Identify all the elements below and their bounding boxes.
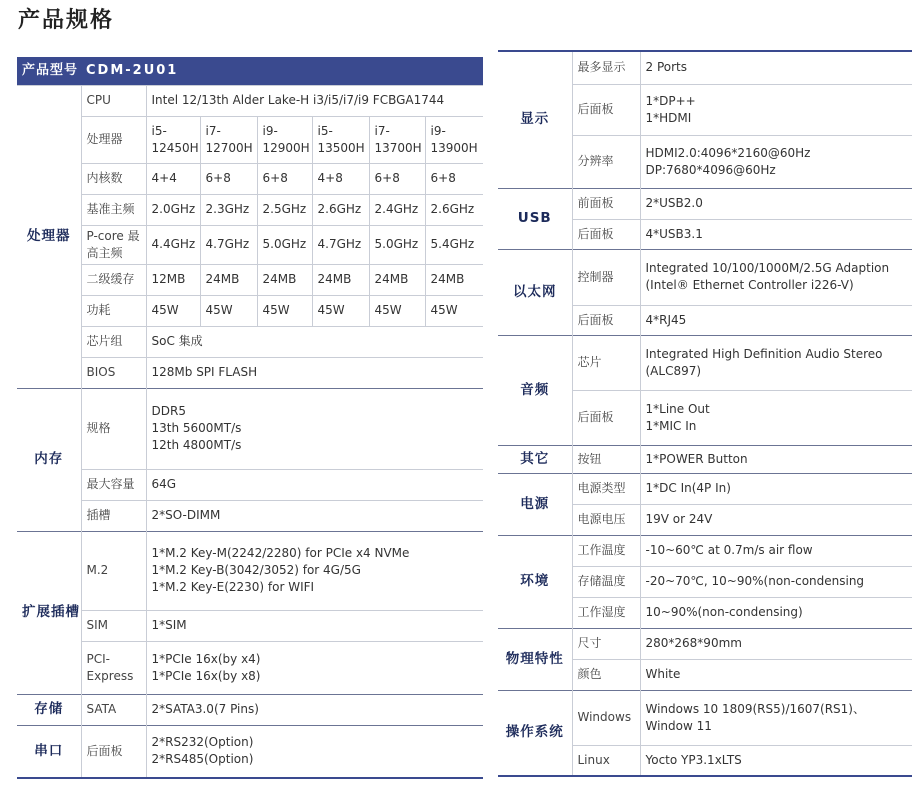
row-value: 64G	[146, 469, 483, 500]
row-value: 10~90%(non-condensing)	[640, 597, 912, 628]
table-row	[17, 725, 483, 778]
value-line: 1*M.2 Key-M(2242/2280) for PCIe x4 NVMe	[151, 546, 410, 560]
table-row	[17, 326, 483, 357]
row-value: 2*USB2.0	[640, 188, 912, 219]
model-label: 产品型号	[17, 57, 81, 85]
value-line: 12th 4800MT/s	[151, 438, 242, 452]
table-row	[17, 225, 483, 264]
row-label: 后面板	[572, 219, 640, 249]
page-title: 产品规格	[18, 8, 115, 33]
row-value	[146, 725, 483, 778]
row-label: 前面板	[572, 188, 640, 219]
row-value: 2*SO-DIMM	[146, 500, 483, 531]
row-label: 电源类型	[572, 473, 640, 504]
table-row	[17, 610, 483, 641]
cell: 4+8	[312, 163, 369, 194]
row-label: 后面板	[572, 305, 640, 335]
table-row	[17, 163, 483, 194]
value-line: Integrated 10/100/1000M/2.5G Adaption	[645, 261, 890, 275]
group-power: 电源	[498, 473, 572, 535]
cell: 2.0GHz	[146, 194, 200, 225]
row-value: 1*DC In(4P In)	[640, 473, 912, 504]
row-value: White	[640, 659, 912, 690]
table-row	[17, 85, 483, 116]
value-line: 1*HDMI	[645, 110, 692, 125]
cell: 6+8	[369, 163, 425, 194]
cpu-model-cell: i9-13900H	[425, 116, 483, 163]
cell: 45W	[146, 295, 200, 326]
table-row	[17, 531, 483, 610]
cell: 2.3GHz	[200, 194, 257, 225]
row-value: Intel 12/13th Alder Lake-H i3/i5/i7/i9 FCBGA1744	[146, 85, 483, 116]
row-value: SoC 集成	[146, 326, 483, 357]
cpu-model-cell: i7-12700H	[200, 116, 257, 163]
group-os: 操作系统	[498, 690, 572, 776]
cell: 4.7GHz	[200, 225, 257, 264]
row-label: 二级缓存	[81, 264, 146, 295]
spec-table-right	[498, 50, 912, 777]
cell: 5.0GHz	[257, 225, 312, 264]
cell: 2.5GHz	[257, 194, 312, 225]
row-label: 后面板	[81, 725, 146, 778]
value-line: Window 11	[645, 718, 712, 733]
row-value: Yocto YP3.1xLTS	[640, 745, 912, 776]
row-label: SIM	[81, 610, 146, 641]
cell: 24MB	[200, 264, 257, 295]
table-row	[498, 51, 912, 84]
value-line: 1*M.2 Key-B(3042/3052) for 4G/5G	[151, 563, 361, 577]
row-label: 内核数	[81, 163, 146, 194]
row-label: 芯片组	[81, 326, 146, 357]
cpu-model-cell: i7-13700H	[369, 116, 425, 163]
cell: 45W	[200, 295, 257, 326]
row-value	[146, 641, 483, 694]
group-usb: USB	[498, 188, 572, 249]
table-row	[17, 694, 483, 725]
table-row	[498, 188, 912, 219]
cell: 24MB	[257, 264, 312, 295]
row-value	[640, 390, 912, 445]
group-audio: 音频	[498, 335, 572, 445]
model-header-row	[17, 57, 483, 85]
table-row	[17, 264, 483, 295]
cell: 24MB	[369, 264, 425, 295]
cell: 5.4GHz	[425, 225, 483, 264]
row-label: M.2	[81, 531, 146, 610]
row-label: BIOS	[81, 357, 146, 388]
table-row	[17, 641, 483, 694]
row-label: 最大容量	[81, 469, 146, 500]
row-value: 128Mb SPI FLASH	[146, 357, 483, 388]
value-line: 1*Line Out	[645, 401, 710, 416]
table-row	[498, 335, 912, 390]
group-display: 显示	[498, 51, 572, 188]
cell: 45W	[312, 295, 369, 326]
table-row	[17, 500, 483, 531]
cell: 2.4GHz	[369, 194, 425, 225]
cell: 12MB	[146, 264, 200, 295]
row-value: -20~70℃, 10~90%(non-condensing	[640, 566, 912, 597]
row-value: 2 Ports	[640, 51, 912, 84]
model-value: CDM-2U01	[81, 57, 483, 85]
table-row	[498, 690, 912, 745]
table-row	[17, 194, 483, 225]
table-row	[498, 535, 912, 566]
value-line: 1*MIC In	[645, 418, 697, 433]
row-value: 2*SATA3.0(7 Pins)	[146, 694, 483, 725]
row-label: Linux	[572, 745, 640, 776]
row-label: 控制器	[572, 249, 640, 305]
value-line: (ALC897)	[645, 363, 702, 378]
row-value	[640, 690, 912, 745]
cpu-model-cell: i5-12450H	[146, 116, 200, 163]
value-line: 1*PCIe 16x(by x4)	[151, 651, 261, 666]
table-row	[17, 295, 483, 326]
group-storage: 存储	[17, 694, 81, 725]
value-line: 2*RS485(Option)	[151, 752, 254, 767]
row-value: 1*POWER Button	[640, 445, 912, 473]
row-label: 功耗	[81, 295, 146, 326]
row-label: SATA	[81, 694, 146, 725]
row-label: 处理器	[81, 116, 146, 163]
row-label: 后面板	[572, 390, 640, 445]
cell: 6+8	[200, 163, 257, 194]
value-line: 1*DP++	[645, 93, 696, 108]
table-row	[498, 249, 912, 305]
value-line: DDR5	[151, 404, 186, 418]
row-label: 基准主频	[81, 194, 146, 225]
group-environment: 环境	[498, 535, 572, 628]
row-value: 19V or 24V	[640, 504, 912, 535]
row-value	[640, 335, 912, 390]
table-row	[17, 116, 483, 163]
table-row	[17, 388, 483, 469]
row-label: Windows	[572, 690, 640, 745]
row-label: 工作温度	[572, 535, 640, 566]
group-serial: 串口	[17, 725, 81, 778]
row-label: 尺寸	[572, 628, 640, 659]
row-label: 芯片	[572, 335, 640, 390]
row-label: 最多显示	[572, 51, 640, 84]
spec-table-left	[17, 57, 483, 779]
group-other: 其它	[498, 445, 572, 473]
group-expansion: 扩展插槽	[17, 531, 81, 694]
cell: 4.4GHz	[146, 225, 200, 264]
cpu-model-cell: i9-12900H	[257, 116, 312, 163]
table-row	[17, 469, 483, 500]
row-label: 颜色	[572, 659, 640, 690]
row-value: 1*SIM	[146, 610, 483, 641]
row-value	[640, 135, 912, 188]
row-value: -10~60℃ at 0.7m/s air flow	[640, 535, 912, 566]
table-row	[17, 357, 483, 388]
value-line: Integrated High Definition Audio Stereo	[645, 346, 883, 361]
table-row	[498, 628, 912, 659]
value-line: 13th 5600MT/s	[151, 421, 242, 435]
cell: 4+4	[146, 163, 200, 194]
cell: 45W	[257, 295, 312, 326]
row-value	[640, 84, 912, 135]
cell: 2.6GHz	[425, 194, 483, 225]
cell: 5.0GHz	[369, 225, 425, 264]
row-value: 4*RJ45	[640, 305, 912, 335]
group-memory: 内存	[17, 388, 81, 531]
cell: 2.6GHz	[312, 194, 369, 225]
table-row	[498, 473, 912, 504]
group-physical: 物理特性	[498, 628, 572, 690]
row-label: P-core 最高主频	[81, 225, 146, 264]
group-ethernet: 以太网	[498, 249, 572, 335]
cell: 6+8	[257, 163, 312, 194]
row-value: 280*268*90mm	[640, 628, 912, 659]
value-line: DP:7680*4096@60Hz	[645, 162, 776, 177]
row-value	[640, 249, 912, 305]
row-label: 分辨率	[572, 135, 640, 188]
row-label: 工作湿度	[572, 597, 640, 628]
cell: 4.7GHz	[312, 225, 369, 264]
row-label: 电源电压	[572, 504, 640, 535]
row-value: 4*USB3.1	[640, 219, 912, 249]
row-value	[146, 388, 483, 469]
value-line: 2*RS232(Option)	[151, 735, 254, 750]
value-line: 1*PCIe 16x(by x8)	[151, 668, 261, 683]
cell: 45W	[425, 295, 483, 326]
row-label: 按钮	[572, 445, 640, 473]
row-label: 存储温度	[572, 566, 640, 597]
group-processor: 处理器	[17, 85, 81, 388]
value-line: Windows 10 1809(RS5)/1607(RS1)、	[645, 701, 865, 716]
row-label: 规格	[81, 388, 146, 469]
cell: 6+8	[425, 163, 483, 194]
table-row	[498, 445, 912, 473]
cell: 24MB	[425, 264, 483, 295]
row-label: PCI-Express	[81, 641, 146, 694]
cell: 24MB	[312, 264, 369, 295]
value-line: (Intel® Ethernet Controller i226-V)	[645, 278, 854, 292]
value-line: HDMI2.0:4096*2160@60Hz	[645, 145, 811, 160]
cpu-model-cell: i5-13500H	[312, 116, 369, 163]
row-value	[146, 531, 483, 610]
value-line: 1*M.2 Key-E(2230) for WIFI	[151, 580, 315, 594]
cell: 45W	[369, 295, 425, 326]
row-label: CPU	[81, 85, 146, 116]
row-label: 后面板	[572, 84, 640, 135]
row-label: 插槽	[81, 500, 146, 531]
